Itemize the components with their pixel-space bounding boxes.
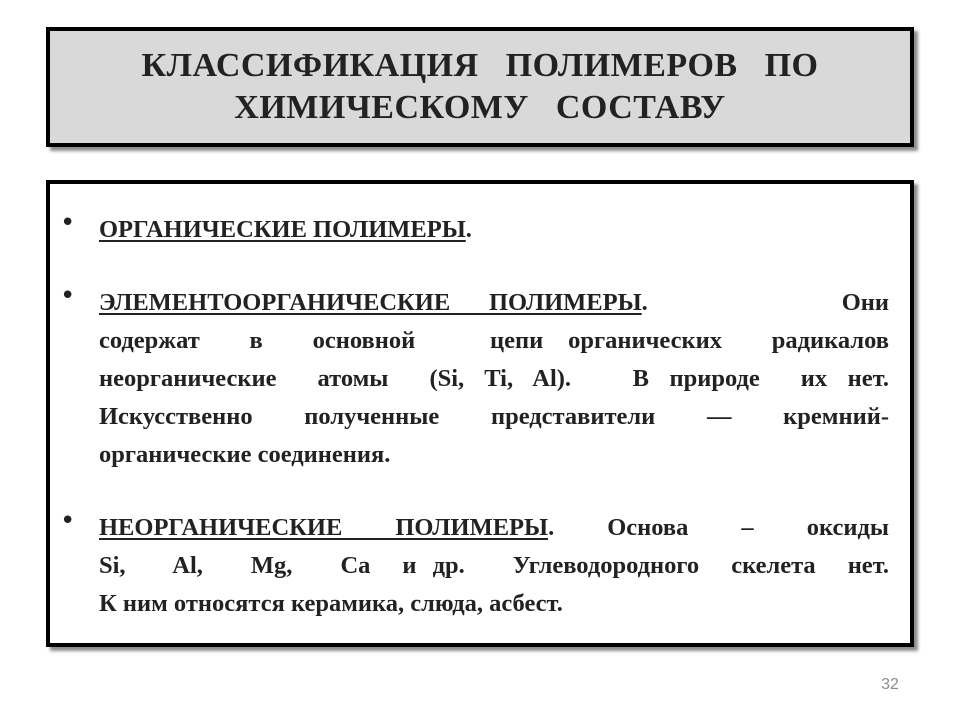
bullet-item-line: содержат в основной цепи органических радикалов [99,327,889,354]
bullet-marker: • [60,506,76,536]
page-number: 32 [881,676,899,693]
slide-title-line-2: ХИМИЧЕСКОМУ СОСТАВУ [234,89,726,126]
bullet-item-line: Si, Al, Mg, Ca и др. Углеводородного скелета нет. [99,552,889,579]
bullet-heading: НЕОРГАНИЧЕСКИЕ ПОЛИМЕРЫ [99,514,549,541]
bullet-item-line [99,211,889,249]
bullet-marker: • [60,281,76,311]
bullet-item-elementorganic [99,284,889,474]
content-box [46,180,914,647]
bullet-heading-tail: . [465,216,472,243]
bullet-item-line: К ним относятся керамика, слюда, асбест. [99,590,563,617]
bullet-heading: ЭЛЕМЕНТООРГАНИЧЕСКИЕ ПОЛИМЕРЫ [99,289,642,316]
bullet-item-line [99,509,889,547]
bullet-marker: • [60,208,76,238]
bullet-item-line: Искусственно полученные представители — кремний- [99,403,889,430]
bullet-item-line [99,284,889,322]
bullet-item-line: неорганические атомы (Si, Ti, Al). В природе их нет. [99,365,889,392]
bullet-heading-tail: . Они [641,289,889,316]
bullet-heading-tail: . Основа – оксиды [548,514,889,541]
bullet-item-organic [99,211,889,249]
slide-title-box [46,27,914,147]
bullet-item-inorganic [99,509,889,623]
slide-title-line-1: КЛАССИФИКАЦИЯ ПОЛИМЕРОВ ПО [141,47,819,84]
bullet-item-line: органические соединения. [99,441,391,468]
bullet-heading: ОРГАНИЧЕСКИЕ ПОЛИМЕРЫ [99,216,466,243]
